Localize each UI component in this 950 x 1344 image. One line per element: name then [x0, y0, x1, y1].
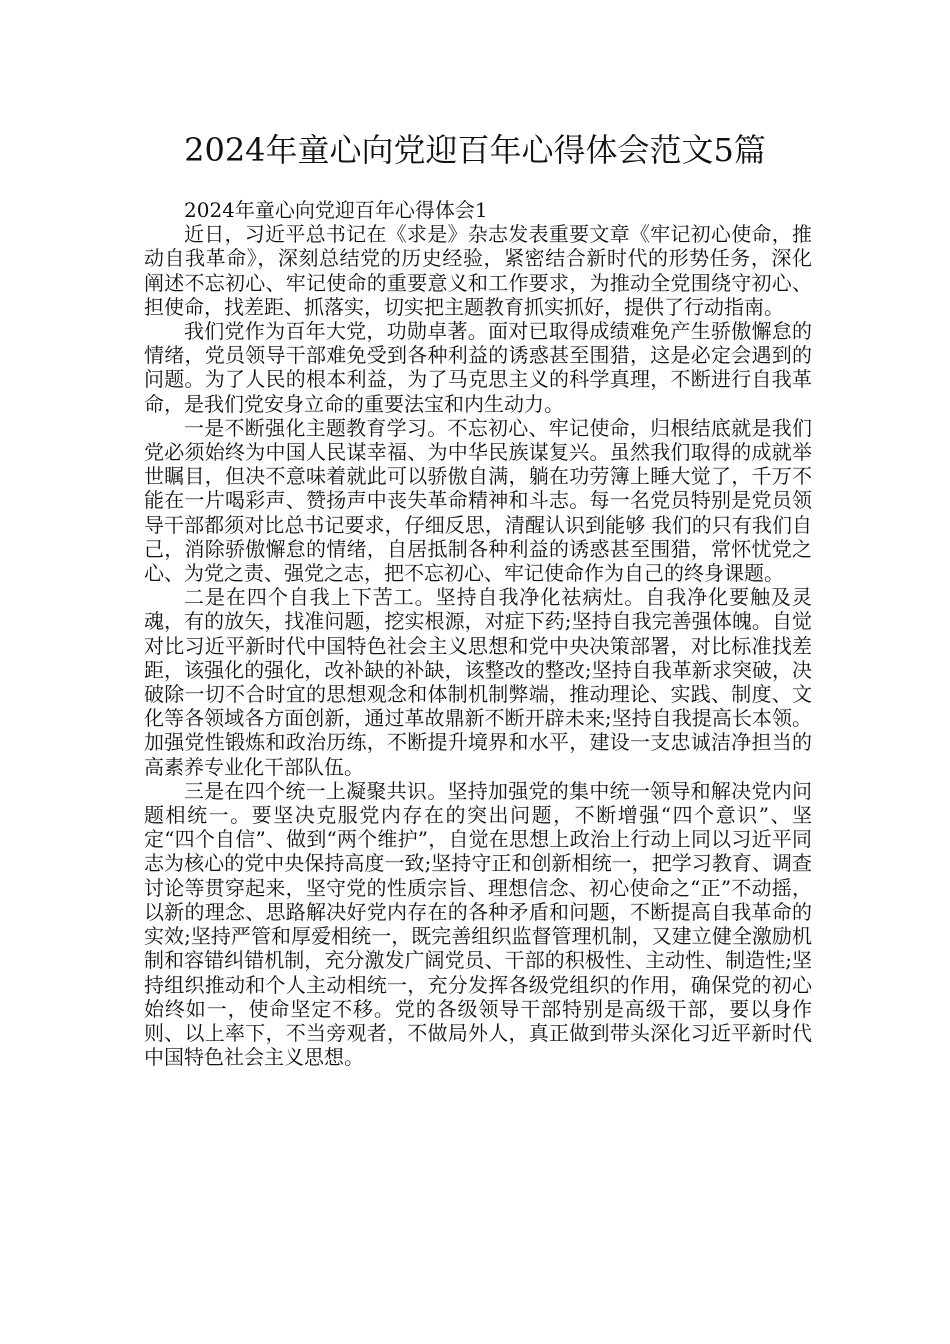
- document-title: 2024年童心向党迎百年心得体会范文5篇: [184, 131, 766, 169]
- paragraph-4: 二是在四个自我上下苦工。坚持自我净化祛病灶。自我净化要触及灵魂，有的放矢，找准问题，挖实根源，对症下药;坚持自我完善强体魄。自觉对比习近平新时代中国特色社会主义思想和党中央决策部署，对比标准找差距，该强化的强化，改补缺的补缺，该整改的整改;坚持自我革新求突破，决破除一切不合时宜的思想观念和体制机制弊端，推动理论、实践、制度、文化等各领域各方面创新，通过革故鼎新不断开辟未来;坚持自我提高长本领。加强党性锻炼和政治历练，不断提升境界和水平，建设一支忠诚洁净担当的高素养专业化干部队伍。: [144, 585, 812, 779]
- paragraph-5: 三是在四个统一上凝聚共识。坚持加强党的集中统一领导和解决党内问题相统一。要坚决克服党内存在的突出问题，不断增强“四个意识”、坚定“四个自信”、做到“两个维护”，自觉在思想上政治上行动上同以习近平同志为核心的党中央保持高度一致;坚持守正和创新相统一，把学习教育、调查讨论等贯穿起来，坚守党的性质宗旨、理想信念、初心使命之“正”不动摇，以新的理念、思路解决好党内存在的各种矛盾和问题，不断提高自我革命的实效;坚持严管和厚爱相统一，既完善组织监督管理机制，又建立健全激励机制和容错纠错机制，充分激发广阔党员、干部的积极性、主动性、制造性;坚持组织推动和个人主动相统一，充分发挥各级党组织的作用，确保党的初心始终如一，使命坚定不移。党的各级领导干部特别是高级干部，要以身作则、以上率下，不当旁观者，不做局外人，真正做到带头深化习近平新时代中国特色社会主义思想。: [144, 778, 812, 1070]
- paragraph-2: 我们党作为百年大党，功勋卓著。面对已取得成绩难免产生骄傲懈怠的情绪，党员领导干部难免受到各种利益的诱惑甚至围猎，这是必定会遇到的问题。为了人民的根本利益，为了马克思主义的科学真理，不断进行自我革命，是我们党安身立命的重要法宝和内生动力。: [144, 319, 812, 416]
- section-heading: 2024年童心向党迎百年心得体会1: [184, 198, 488, 222]
- paragraph-3: 一是不断强化主题教育学习。不忘初心、牢记使命，归根结底就是我们党必须始终为中国人民谋幸福、为中华民族谋复兴。虽然我们取得的成就举世瞩目，但决不意味着就此可以骄傲自满，躺在功劳簿上睡大觉了，千万不能在一片喝彩声、赞扬声中丧失革命精神和斗志。每一名党员特别是党员领导干部都须对比总书记要求，仔细反思，清醒认识到能够 我们的只有我们自己，消除骄傲懈怠的情绪，自居抵制各种利益的诱惑甚至围猎，常怀忧党之心、为党之责、强党之志，把不忘初心、牢记使命作为自己的终身课题。: [144, 415, 812, 586]
- document-body: [144, 198, 812, 1069]
- paragraph-1: 近日，习近平总书记在《求是》杂志发表重要文章《牢记初心使命，推动自我革命》，深刻总结党的历史经验，紧密结合新时代的形势任务，深化阐述不忘初心、牢记使命的重要意义和工作要求，为推动全党围绕守初心、担使命，找差距、抓落实，切实把主题教育抓实抓好，提供了行动指南。: [144, 222, 812, 319]
